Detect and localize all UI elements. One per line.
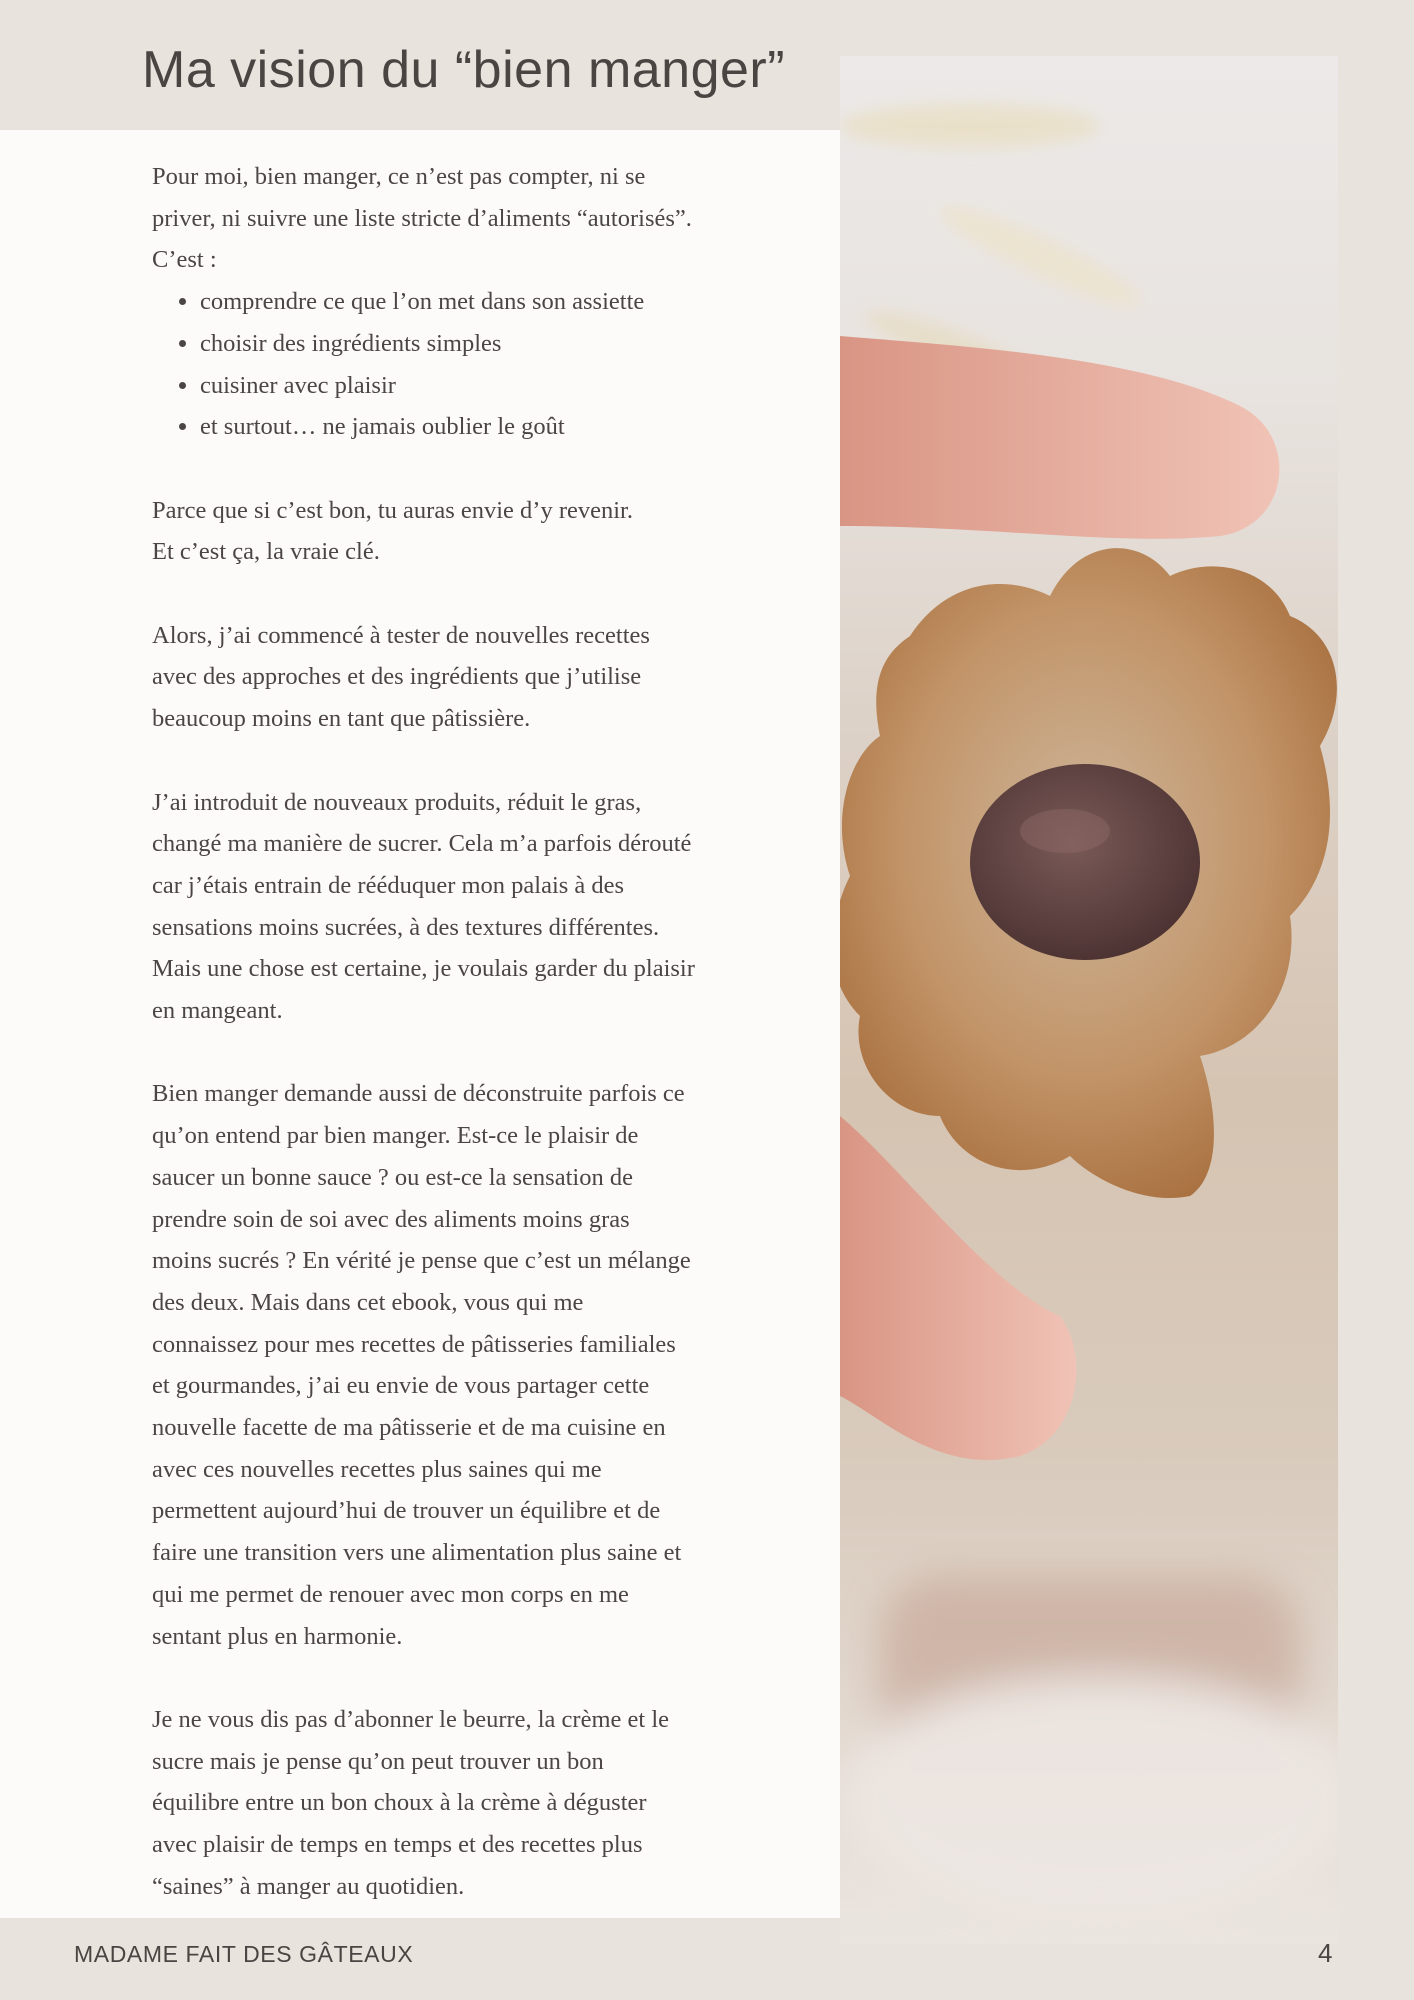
list-item: • cuisiner avec plaisir	[200, 365, 792, 407]
background-table	[840, 1576, 1338, 1916]
text-line: avec ces nouvelles recettes plus saines qui me	[152, 1455, 602, 1483]
text-line: équilibre entre un bon choux à la crème à déguster	[152, 1789, 647, 1817]
text-line: moins sucrés ? En vérité je pense que c’est un mélange	[152, 1247, 691, 1275]
text-line: des deux. Mais dans cet ebook, vous qui me	[152, 1288, 584, 1316]
text-line: saucer un bonne sauce ? ou est-ce la sensation de	[152, 1163, 633, 1191]
paragraph	[152, 782, 792, 1032]
text-line: nouvelle facette de ma pâtisserie et de ma cuisine en	[152, 1414, 666, 1442]
text-line: Et c’est ça, la vraie clé.	[152, 538, 380, 566]
chocolate-drop	[970, 764, 1200, 960]
text-line: connaissez pour mes recettes de pâtisseries familiales	[152, 1330, 676, 1358]
paragraph	[152, 1699, 792, 1908]
list-item: • choisir des ingrédients simples	[200, 323, 792, 365]
text-line: beaucoup moins en tant que pâtissière.	[152, 705, 531, 733]
text-line: qu’on entend par bien manger. Est-ce le plaisir de	[152, 1122, 639, 1150]
bullet-list	[152, 281, 792, 448]
text-line: Parce que si c’est bon, tu auras envie d’y revenir.	[152, 496, 633, 524]
text-line: car j’étais entrain de rééduquer mon palais à des	[152, 871, 625, 899]
text-line: permettent aujourd’hui de trouver un équilibre et de	[152, 1497, 661, 1525]
paragraph	[152, 1073, 792, 1657]
intro-paragraph	[152, 156, 792, 281]
cake-photo-illustration	[840, 56, 1338, 1944]
text-line: faire une transition vers une alimentation plus saine et	[152, 1539, 682, 1567]
text-line: Bien manger demande aussi de déconstruite parfois ce	[152, 1080, 685, 1108]
text-line: prendre soin de soi avec des aliments moins gras	[152, 1205, 630, 1233]
list-item: • comprendre ce que l’on met dans son assiette	[200, 281, 792, 323]
text-line: et gourmandes, j’ai eu envie de vous partager cette	[152, 1372, 650, 1400]
text-line: J’ai introduit de nouveaux produits, réduit le gras,	[152, 788, 642, 816]
text-line: sucre mais je pense qu’on peut trouver un bon	[152, 1747, 604, 1775]
text-line: sentant plus en harmonie.	[152, 1622, 403, 1650]
text-line: changé ma manière de sucrer. Cela m’a parfois dérouté	[152, 830, 692, 858]
text-line: Mais une chose est certaine, je voulais garder du plaisir	[152, 955, 695, 983]
paragraph	[152, 490, 792, 573]
index-finger	[840, 336, 1279, 539]
text-line: qui me permet de renouer avec mon corps en me	[152, 1580, 629, 1608]
intro-line: C’est :	[152, 246, 217, 274]
text-line: avec plaisir de temps en temps et des recettes plus	[152, 1831, 643, 1859]
list-item: • et surtout… ne jamais oublier le goût	[200, 406, 792, 448]
text-line: “saines” à manger au quotidien.	[152, 1872, 465, 1900]
page-number: 4	[1318, 1938, 1333, 1968]
body-text	[152, 156, 792, 1907]
text-line: Alors, j’ai commencé à tester de nouvelles recettes	[152, 621, 650, 649]
text-line: avec des approches et des ingrédients que j’utilise	[152, 663, 642, 691]
hand-holding-chocolate-cake-photo	[840, 56, 1338, 1944]
page-title: Ma vision du “bien manger”	[142, 41, 786, 99]
text-line: en mangeant.	[152, 997, 283, 1025]
text-line: Je ne vous dis pas d’abonner le beurre, la crème et le	[152, 1705, 670, 1733]
footer-brand: MADAME FAIT DES GÂTEAUX	[74, 1941, 414, 1967]
intro-line: Pour moi, bien manger, ce n’est pas compter, ni se	[152, 163, 646, 190]
intro-line: priver, ni suivre une liste stricte d’aliments “autorisés”.	[152, 204, 692, 232]
chocolate-highlight	[1020, 809, 1110, 853]
text-line: sensations moins sucrées, à des textures différentes.	[152, 913, 660, 941]
paragraph	[152, 615, 792, 740]
